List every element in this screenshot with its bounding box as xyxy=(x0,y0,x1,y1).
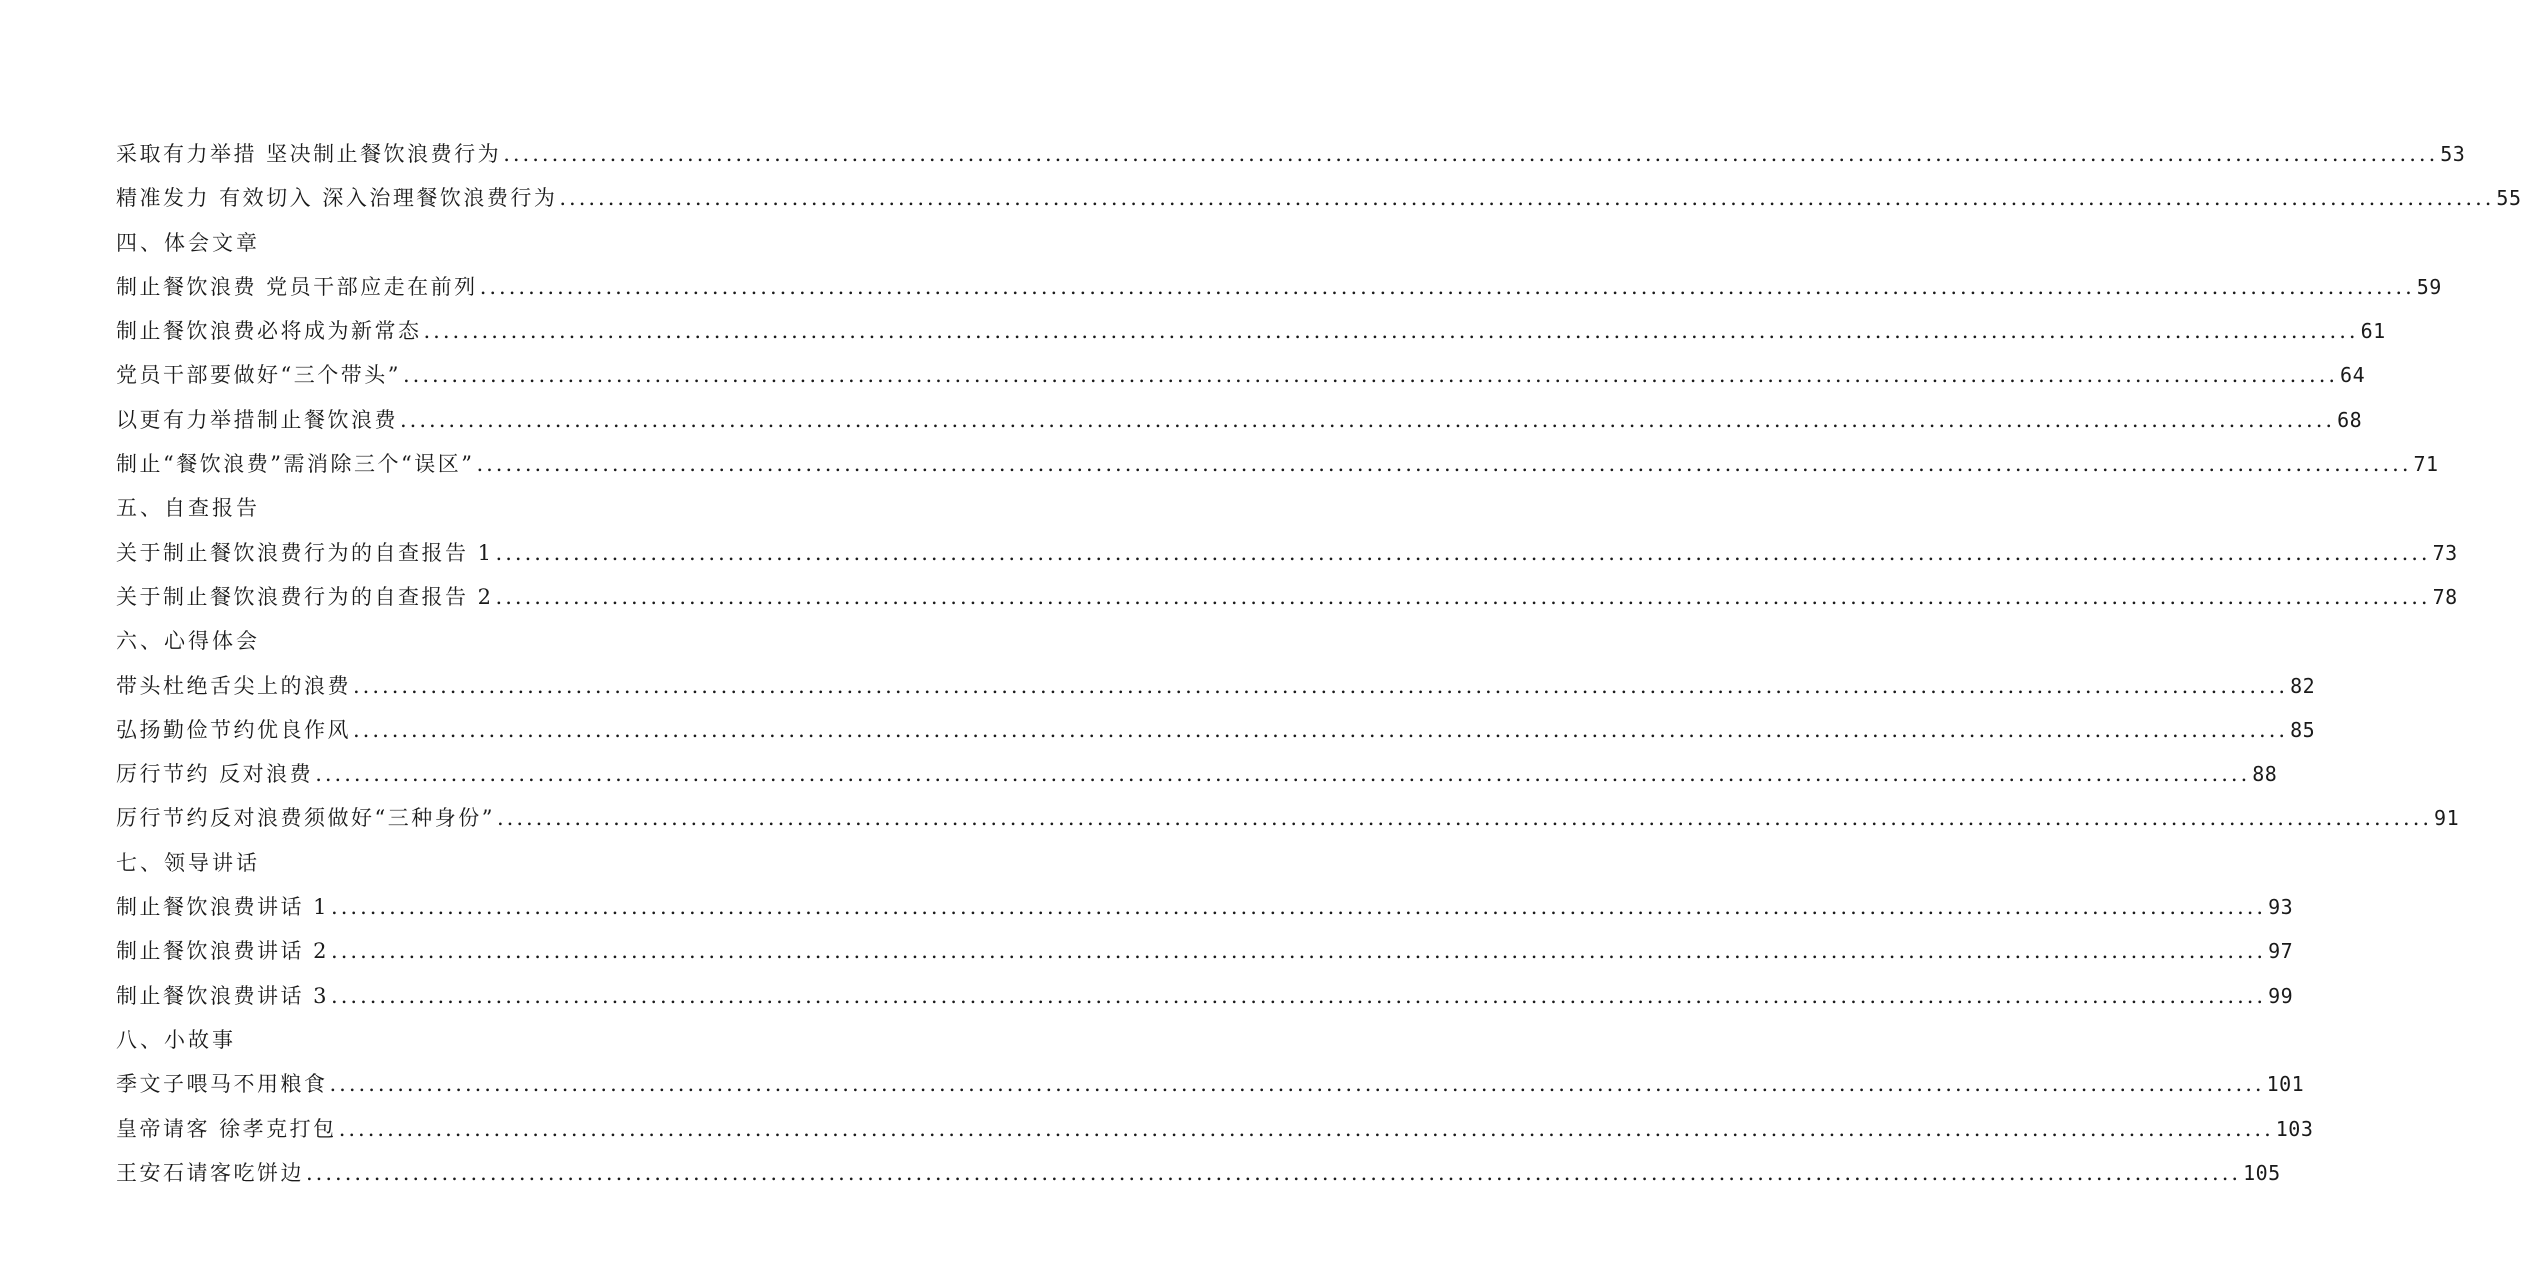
toc-title: 季文子喂马不用粮食 xyxy=(116,1072,328,1097)
toc-title: 厉行节约反对浪费须做好“三种身份” xyxy=(116,806,495,831)
toc-section-heading xyxy=(116,841,792,885)
toc-entry[interactable] xyxy=(116,1107,2314,1151)
toc-title: 带头杜绝舌尖上的浪费 xyxy=(116,673,351,698)
toc-page-number: 55 xyxy=(2496,186,2522,211)
toc-dot-leader: ........................................................................................................................................................................................................ xyxy=(400,407,2336,432)
toc-title: 制止餐饮浪费 党员干部应走在前列 xyxy=(116,274,478,299)
toc-entry[interactable] xyxy=(116,132,2466,176)
toc-entry[interactable] xyxy=(116,353,2366,397)
toc-page-number: 97 xyxy=(2268,939,2294,964)
toc-title: 制止“餐饮浪费”需消除三个“误区” xyxy=(116,452,475,477)
toc-dot-leader: ........................................................................................................................................................................................................ xyxy=(476,452,2412,477)
toc-entry[interactable] xyxy=(116,796,2460,840)
toc-entry[interactable] xyxy=(116,708,2316,752)
toc-dot-leader: ........................................................................................................................................................................................................ xyxy=(503,142,2439,166)
toc-dot-leader: ........................................................................................................................................................................................................ xyxy=(329,1072,2265,1097)
toc-title: 王安石请客吃饼边 xyxy=(116,1160,304,1185)
toc-entry[interactable] xyxy=(116,929,2294,973)
toc-dot-leader: ........................................................................................................................................................................................................ xyxy=(423,319,2359,344)
toc-entry[interactable] xyxy=(116,1062,2305,1106)
toc-entry[interactable] xyxy=(116,309,2386,353)
toc-dot-leader: ........................................................................................................................................................................................................ xyxy=(353,673,2289,698)
toc-page-number: 68 xyxy=(2337,407,2363,432)
toc-page-number: 103 xyxy=(2275,1116,2314,1141)
toc-page-number: 64 xyxy=(2340,363,2366,388)
toc-title: 弘扬勤俭节约优良作风 xyxy=(116,717,351,742)
toc-dot-leader: ........................................................................................................................................................................................................ xyxy=(306,1160,2242,1185)
toc-dot-leader: ........................................................................................................................................................................................................ xyxy=(338,1116,2274,1141)
toc-title: 关于制止餐饮浪费行为的自查报告 1 xyxy=(116,540,494,565)
toc-section-heading xyxy=(116,486,792,530)
toc-title: 厉行节约 反对浪费 xyxy=(116,762,314,787)
toc-title: 采取有力举措 坚决制止餐饮浪费行为 xyxy=(116,142,502,166)
toc-entry[interactable] xyxy=(116,176,2522,220)
toc-page-number: 73 xyxy=(2432,540,2458,565)
toc-dot-leader: ........................................................................................................................................................................................................ xyxy=(331,895,2267,920)
toc-page-number: 53 xyxy=(2440,142,2466,166)
toc-dot-leader: ........................................................................................................................................................................................................ xyxy=(495,584,2431,609)
toc-title: 制止餐饮浪费讲话 1 xyxy=(116,895,330,920)
toc-entry[interactable] xyxy=(116,885,2294,929)
toc-page-number: 78 xyxy=(2432,584,2458,609)
toc-dot-leader: ........................................................................................................................................................................................................ xyxy=(402,363,2339,388)
toc-title: 以更有力举措制止餐饮浪费 xyxy=(116,407,398,432)
toc-title: 关于制止餐饮浪费行为的自查报告 2 xyxy=(116,584,494,609)
toc-title: 制止餐饮浪费讲话 2 xyxy=(116,939,330,964)
toc-dot-leader: ........................................................................................................................................................................................................ xyxy=(479,274,2415,299)
toc-entry[interactable] xyxy=(116,265,2442,309)
toc-title: 五、自查报告 xyxy=(116,496,260,521)
toc-title: 四、体会文章 xyxy=(116,230,260,255)
toc-entry[interactable] xyxy=(116,531,2458,575)
toc-page-number: 93 xyxy=(2268,895,2294,920)
toc-title: 精准发力 有效切入 深入治理餐饮浪费行为 xyxy=(116,186,558,211)
toc-title: 制止餐饮浪费必将成为新常态 xyxy=(116,319,422,344)
toc-page-number: 101 xyxy=(2266,1072,2305,1097)
toc-page-number: 71 xyxy=(2413,452,2439,477)
toc-dot-leader: ........................................................................................................................................................................................................ xyxy=(331,983,2267,1008)
toc-dot-leader: ........................................................................................................................................................................................................ xyxy=(495,540,2431,565)
toc-title: 八、小故事 xyxy=(116,1027,236,1052)
toc-dot-leader: ........................................................................................................................................................................................................ xyxy=(331,939,2267,964)
table-of-contents xyxy=(116,132,2522,1195)
toc-page-number: 59 xyxy=(2416,274,2442,299)
toc-page-number: 105 xyxy=(2243,1160,2281,1185)
toc-page-number: 82 xyxy=(2290,673,2316,698)
toc-dot-leader: ........................................................................................................................................................................................................ xyxy=(496,806,2433,831)
toc-dot-leader: ........................................................................................................................................................................................................ xyxy=(559,186,2495,211)
toc-entry[interactable] xyxy=(116,398,2363,442)
toc-section-heading xyxy=(116,221,792,265)
toc-page-number: 99 xyxy=(2268,983,2294,1008)
toc-section-heading xyxy=(116,1018,792,1062)
toc-dot-leader: ........................................................................................................................................................................................................ xyxy=(353,717,2289,742)
toc-page-number: 91 xyxy=(2434,806,2460,831)
toc-title: 六、心得体会 xyxy=(116,629,260,654)
toc-entry[interactable] xyxy=(116,575,2458,619)
toc-section-heading xyxy=(116,619,792,663)
toc-entry[interactable] xyxy=(116,752,2278,796)
toc-page-number: 61 xyxy=(2360,319,2386,344)
toc-page-number: 88 xyxy=(2252,762,2278,787)
toc-entry[interactable] xyxy=(116,1151,2281,1195)
toc-title: 七、领导讲话 xyxy=(116,850,260,875)
toc-title: 党员干部要做好“三个带头” xyxy=(116,363,401,388)
toc-dot-leader: ........................................................................................................................................................................................................ xyxy=(315,762,2251,787)
toc-entry[interactable] xyxy=(116,974,2294,1018)
toc-entry[interactable] xyxy=(116,442,2439,486)
toc-title: 皇帝请客 徐孝克打包 xyxy=(116,1116,337,1141)
toc-entry[interactable] xyxy=(116,664,2316,708)
toc-title: 制止餐饮浪费讲话 3 xyxy=(116,983,330,1008)
toc-page-number: 85 xyxy=(2290,717,2316,742)
